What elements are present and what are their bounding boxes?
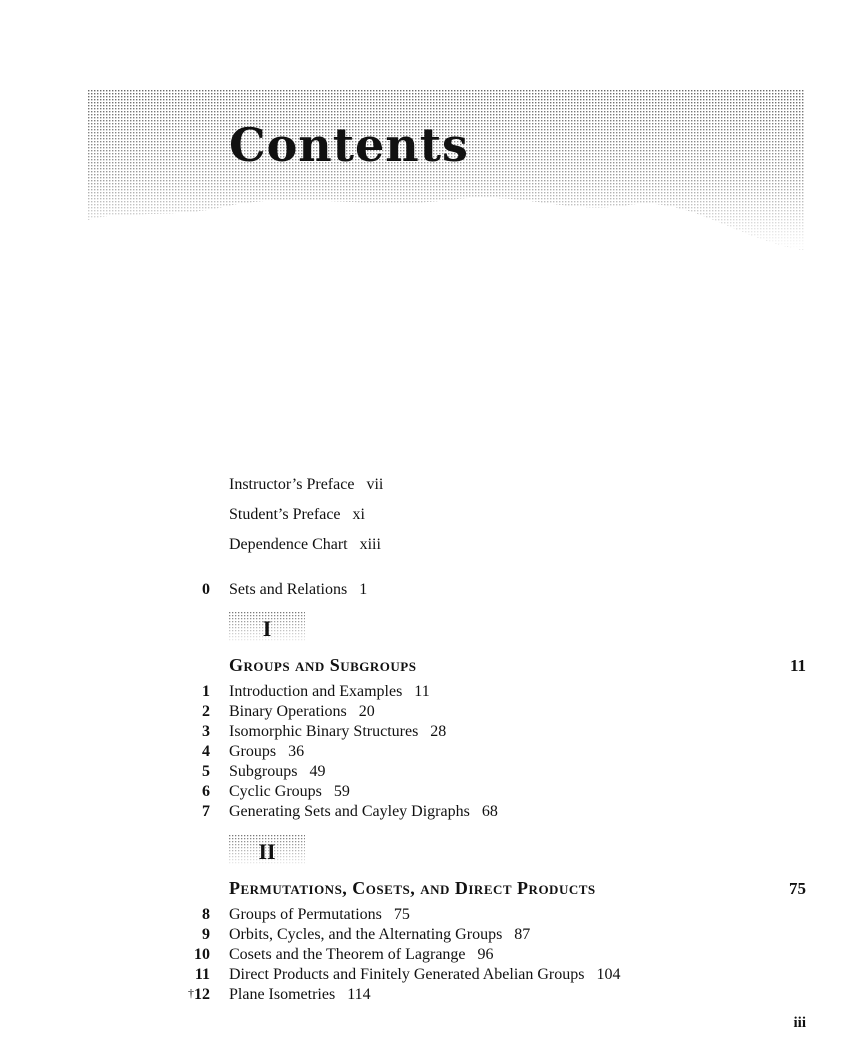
chapter-number: 11: [194, 966, 210, 983]
toc-entry-page: 20: [358, 703, 375, 720]
toc-entry[interactable]: [229, 476, 383, 494]
chapter-number: 8: [202, 906, 210, 923]
toc-entry-title: Generating Sets and Cayley Digraphs: [229, 803, 470, 820]
toc-entry-page: 11: [414, 683, 430, 700]
chapter-number-value: 12: [194, 986, 210, 1003]
part-page: 75: [789, 879, 806, 898]
toc-entry[interactable]: [229, 683, 430, 701]
toc-entry[interactable]: [229, 906, 410, 924]
chapter-number: 4: [202, 743, 210, 760]
optional-section-dagger: †: [188, 986, 194, 1000]
toc-entry[interactable]: [229, 743, 304, 761]
toc-entry-title: Orbits, Cycles, and the Alternating Groups: [229, 926, 503, 943]
toc-entry[interactable]: [229, 783, 350, 801]
toc-entry[interactable]: [229, 763, 325, 781]
toc-entry[interactable]: [229, 723, 446, 741]
part-page: 11: [789, 656, 806, 675]
toc-entry-page: xiii: [359, 536, 381, 553]
chapter-number: 3: [202, 723, 210, 740]
toc-entry-page: 59: [333, 783, 350, 800]
chapter-number: 2: [202, 703, 210, 720]
toc-entry-title: Instructor’s Preface: [229, 476, 355, 493]
toc-entry[interactable]: [229, 506, 365, 524]
part-numeral: II: [258, 839, 276, 864]
toc-entry-page: vii: [366, 476, 384, 493]
toc-entry[interactable]: [229, 986, 371, 1004]
page-number: iii: [793, 1015, 806, 1031]
toc-entry-title: Subgroups: [229, 763, 298, 780]
chapter-number: 0: [202, 581, 210, 598]
toc-entry-page: 114: [347, 986, 371, 1003]
chapter-number: 10: [194, 946, 210, 963]
part-title[interactable]: Groups and Subgroups: [229, 655, 417, 675]
chapter-number: 1: [202, 683, 210, 700]
chapter-number: 9: [202, 926, 210, 943]
toc-entry-title: Sets and Relations: [229, 581, 348, 598]
page-title: Contents: [229, 118, 469, 172]
toc-entry-page: 28: [430, 723, 447, 740]
toc-entry-page: 75: [393, 906, 410, 923]
chapter-number: 7: [202, 803, 210, 820]
toc-entry-title: Cyclic Groups: [229, 783, 322, 800]
part-numeral: I: [262, 616, 272, 641]
toc-entry-title: Dependence Chart: [229, 536, 348, 553]
toc-entry-page: 87: [514, 926, 531, 943]
toc-entry-page: 68: [481, 803, 498, 820]
toc-entry[interactable]: [229, 703, 375, 721]
toc-entry-title: Cosets and the Theorem of Lagrange: [229, 946, 466, 963]
toc-entry-title: Groups of Permutations: [229, 906, 382, 923]
toc-entry[interactable]: [229, 536, 381, 554]
toc-entry-page: 49: [309, 763, 326, 780]
chapter-number: 5: [202, 763, 210, 780]
toc-entry-page: 96: [477, 946, 494, 963]
toc-entry[interactable]: [229, 966, 620, 984]
chapter-number: 6: [202, 783, 210, 800]
toc-entry-title: Groups: [229, 743, 277, 760]
toc-entry-page: xi: [352, 506, 365, 523]
toc-entry[interactable]: [229, 581, 367, 599]
toc-entry[interactable]: [229, 803, 498, 821]
toc-entry-title: Introduction and Examples: [229, 683, 403, 700]
toc-entry-page: 1: [359, 581, 368, 598]
toc-entry-title: Direct Products and Finitely Generated Abelian Groups: [229, 966, 585, 983]
toc-entry-page: 104: [596, 966, 621, 983]
toc-entry-title: Student’s Preface: [229, 506, 341, 523]
toc-entry-page: 36: [288, 743, 305, 760]
part-title[interactable]: Permutations, Cosets, and Direct Products: [229, 878, 596, 898]
toc-entry[interactable]: [229, 926, 530, 944]
toc-entry-title: Binary Operations: [229, 703, 347, 720]
toc-entry-title: Plane Isometries: [229, 986, 336, 1003]
toc-entry-title: Isomorphic Binary Structures: [229, 723, 419, 740]
chapter-number: [150, 986, 210, 1004]
toc-entry[interactable]: [229, 946, 494, 964]
